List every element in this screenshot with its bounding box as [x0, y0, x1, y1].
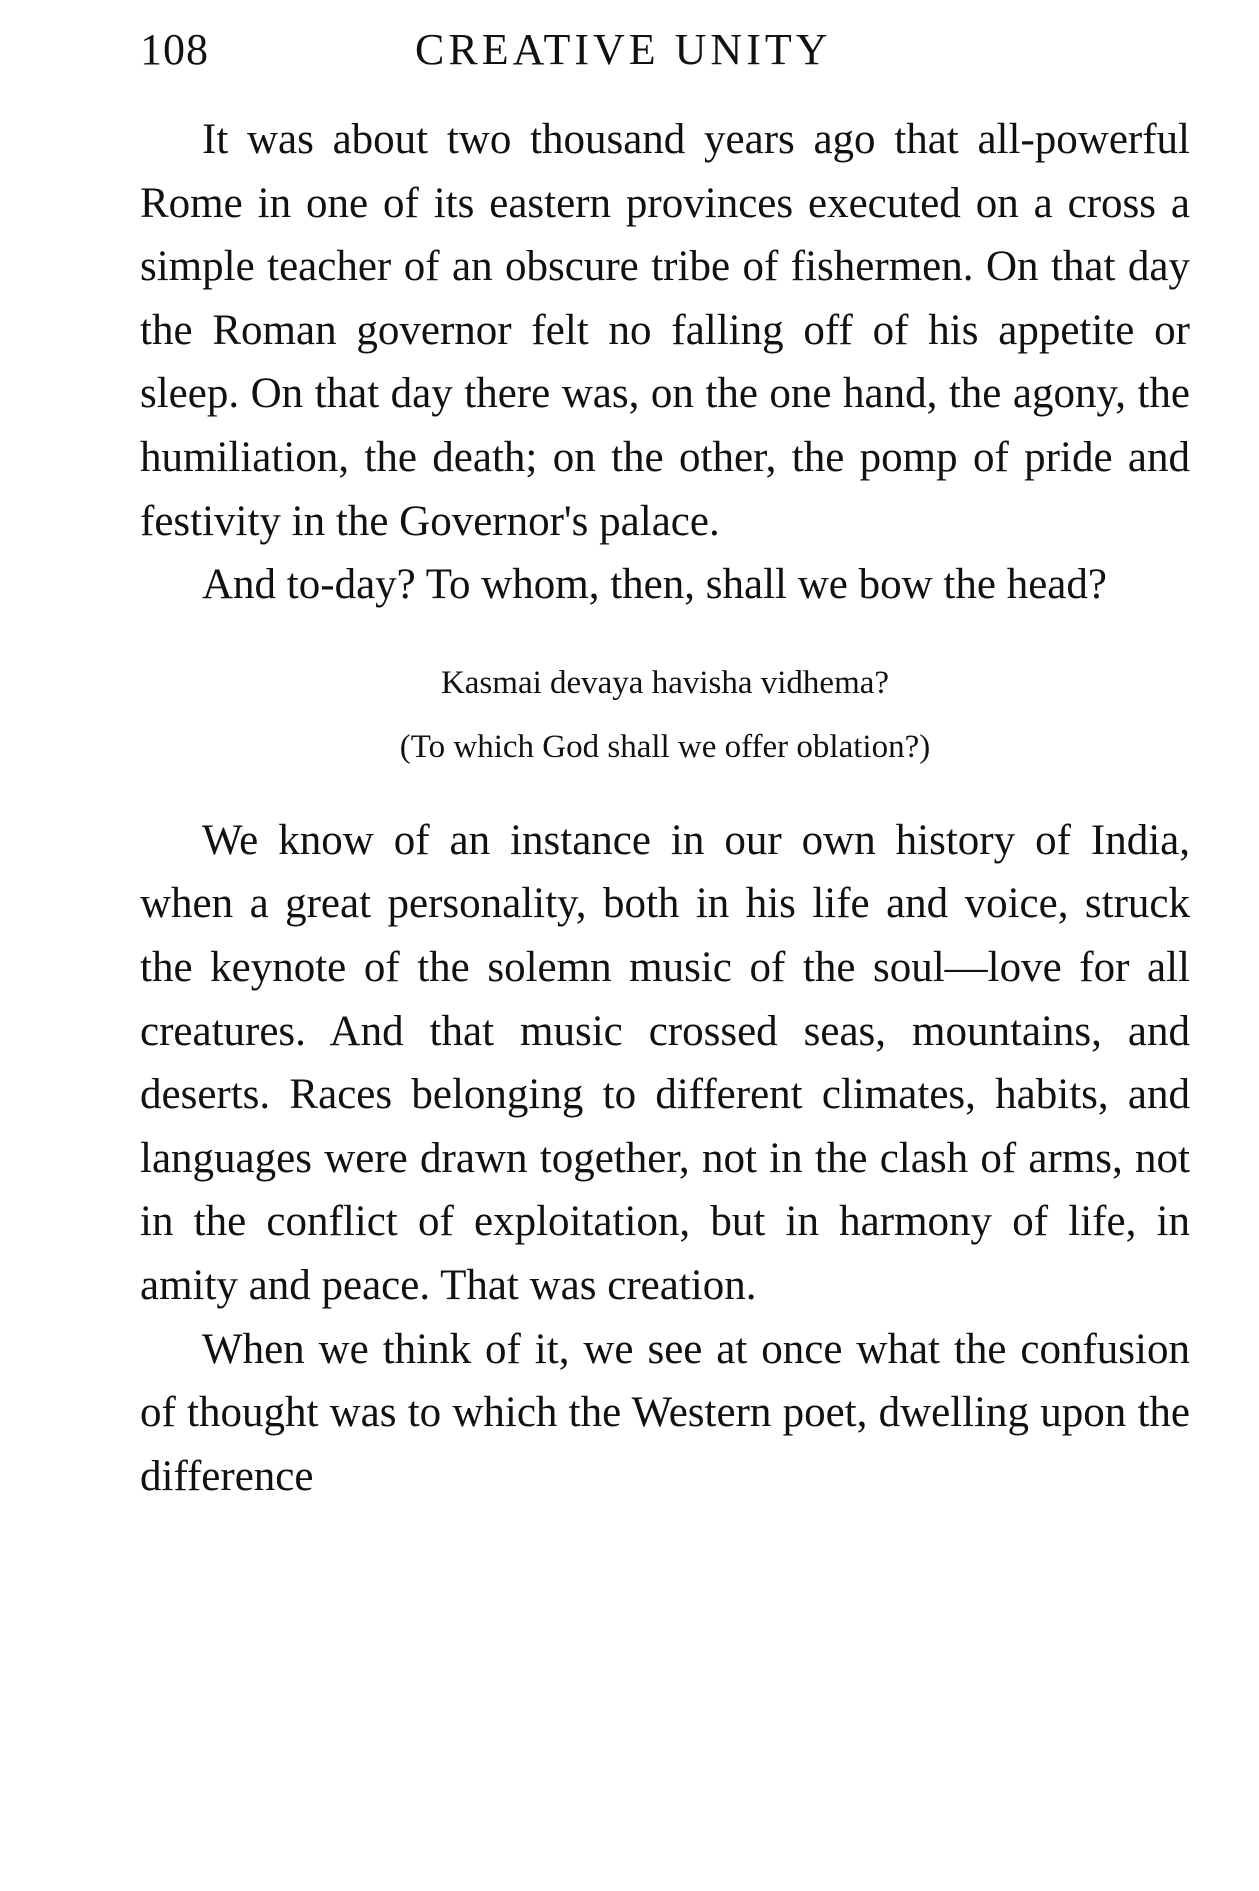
page-number: 108: [140, 25, 209, 74]
body-text: [140, 108, 1190, 1508]
quotation-translation-line: (To which God shall we offer oblation?): [399, 728, 931, 765]
sanskrit-quotation: [140, 651, 1190, 779]
paragraph-western-poet: When we think of it, we see at once what the confusion of thought was to which the Western poet, dwelling upon the difference: [140, 1325, 1190, 1500]
paragraph-india: We know of an instance in our own history of India, when a great personality, both in his life and voice, struck the keynote of the solemn music of the soul—love for all creatures. And that music crossed seas, mountains, and deserts. Races belonging to different climates, habits, and languages were drawn together, not in the clash of arms, not in the conflict of exploitation, but in harmony of life, in amity and peace. That was creation.: [140, 816, 1190, 1309]
paragraph-rome: It was about two thousand years ago that all-powerful Rome in one of its eastern provinces executed on a cross a simple teacher of an obscure tribe of fishermen. On that day the Roman governor felt no falling off of his appetite or sleep. On that day there was, on the one hand, the agony, the humiliation, the death; on the other, the pomp of pride and festivity in the Governor's palace.: [140, 116, 1190, 545]
page-header: [140, 22, 1190, 78]
quotation-sanskrit-line: Kasmai devaya havisha vidhema?: [440, 664, 890, 701]
paragraph-today: And to-day? To whom, then, shall we bow the head?: [202, 561, 1107, 609]
running-title: CREATIVE UNITY: [415, 25, 832, 74]
